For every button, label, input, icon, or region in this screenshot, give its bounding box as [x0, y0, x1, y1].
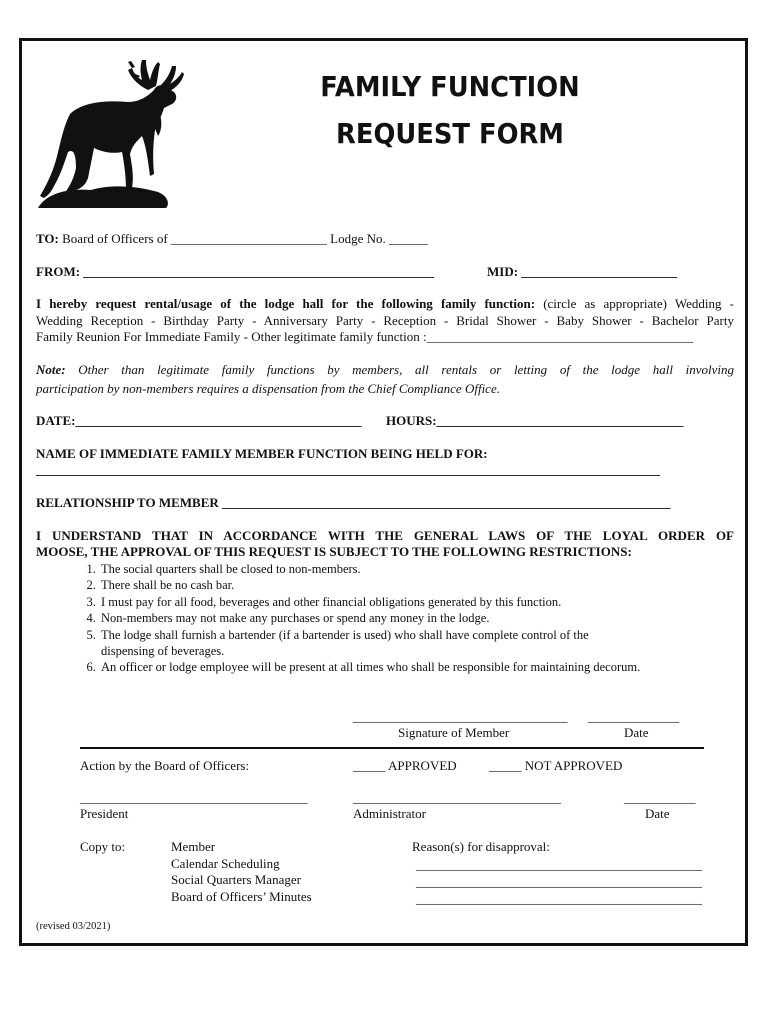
- list-item: 5. The lodge shall furnish a bartender (if a bartender is used) who shall have complete control of the dispensing of beverages.: [99, 627, 641, 660]
- administrator-signature-line[interactable]: ________________________________: [353, 790, 561, 805]
- relationship-field[interactable]: RELATIONSHIP TO MEMBER _____________________________________________________________________: [36, 495, 671, 510]
- list-item: 1. The social quarters shall be closed to non-members.: [99, 561, 699, 577]
- board-action-label: Action by the Board of Officers:: [80, 758, 250, 773]
- family-member-field[interactable]: ________________________________________________________________________________________________: [36, 462, 660, 477]
- signature-line[interactable]: _________________________________: [353, 709, 568, 724]
- list-item: 4. Non-members may not make any purchases or spend any money in the lodge.: [99, 610, 699, 626]
- note-text-1: Other than legitimate family functions by members, all rentals or letting of the lodge hall involving: [78, 362, 734, 377]
- moose-logo-icon: [36, 56, 186, 214]
- note-line2: participation by non-members requires a dispensation from the Chief Compliance Office.: [36, 381, 500, 396]
- list-item: 6. An officer or lodge employee will be present at all times who shall be responsible for maintaining decorum.: [99, 659, 646, 675]
- to-text: Board of Officers of ________________________ Lodge No. ______: [58, 231, 429, 246]
- board-date-label: Date: [645, 806, 670, 821]
- disapproval-reason-line[interactable]: ____________________________________________: [416, 874, 702, 889]
- request-line2: Wedding Reception - Birthday Party - Anniversary Party - Reception - Bridal Shower - Baby Shower - Bachelor Party: [36, 313, 734, 328]
- signature-date-line[interactable]: ______________: [588, 709, 679, 724]
- note-label: Note:: [36, 362, 66, 377]
- president-signature-line[interactable]: ___________________________________: [80, 790, 308, 805]
- hours-field[interactable]: HOURS:______________________________________: [386, 413, 684, 428]
- from-field[interactable]: FROM: ______________________________________________________: [36, 264, 435, 279]
- request-circle-note: (circle as appropriate) Wedding -: [543, 296, 735, 311]
- understand-line1: I UNDERSTAND THAT IN ACCORDANCE WITH THE GENERAL LAWS OF THE LOYAL ORDER OF: [36, 528, 734, 543]
- president-label: President: [80, 806, 129, 821]
- copy-to-list: [171, 839, 312, 905]
- signature-date-label: Date: [624, 725, 649, 740]
- disapproval-reason-line[interactable]: ____________________________________________: [416, 857, 702, 872]
- administrator-label: Administrator: [353, 806, 426, 821]
- list-item: 3. I must pay for all food, beverages and other financial obligations generated by this function.: [99, 594, 699, 610]
- list-item: Member: [171, 839, 216, 854]
- mid-field[interactable]: MID: ________________________: [487, 264, 678, 279]
- request-line1: [36, 296, 734, 312]
- list-item: Social Quarters Manager: [171, 872, 301, 887]
- form-title-line2: REQUEST FORM: [336, 117, 564, 150]
- list-item: Calendar Scheduling: [171, 855, 280, 871]
- list-item: 2. There shall be no cash bar.: [99, 577, 699, 593]
- disapproval-reason-line[interactable]: ____________________________________________: [416, 891, 702, 906]
- family-member-label: NAME OF IMMEDIATE FAMILY MEMBER FUNCTION BEING HELD FOR:: [36, 446, 488, 461]
- form-title-line1: FAMILY FUNCTION: [320, 70, 580, 103]
- note-line1: [36, 362, 734, 378]
- to-label: TO:: [36, 231, 59, 246]
- request-line3: Family Reunion For Immediate Family - Other legitimate family function :_________________________________________: [36, 329, 694, 344]
- revision-note: (revised 03/2021): [36, 921, 111, 932]
- approved-option[interactable]: _____ APPROVED: [353, 758, 457, 773]
- date-field[interactable]: DATE:____________________________________________: [36, 413, 362, 428]
- request-lead: I hereby request rental/usage of the lodge hall for the following family function:: [36, 296, 536, 311]
- to-line: [36, 231, 428, 247]
- copy-to-label: Copy to:: [80, 839, 126, 854]
- list-item: Board of Officers’ Minutes: [171, 888, 312, 904]
- not-approved-option[interactable]: _____ NOT APPROVED: [489, 758, 623, 773]
- understand-line2: MOOSE, THE APPROVAL OF THIS REQUEST IS SUBJECT TO THE FOLLOWING RESTRICTIONS:: [36, 544, 632, 559]
- board-date-line[interactable]: ___________: [624, 790, 696, 805]
- disapproval-reason-label: Reason(s) for disapproval:: [412, 839, 550, 854]
- restrictions-list: [80, 561, 699, 676]
- divider: [80, 747, 704, 749]
- signature-label: Signature of Member: [398, 725, 510, 740]
